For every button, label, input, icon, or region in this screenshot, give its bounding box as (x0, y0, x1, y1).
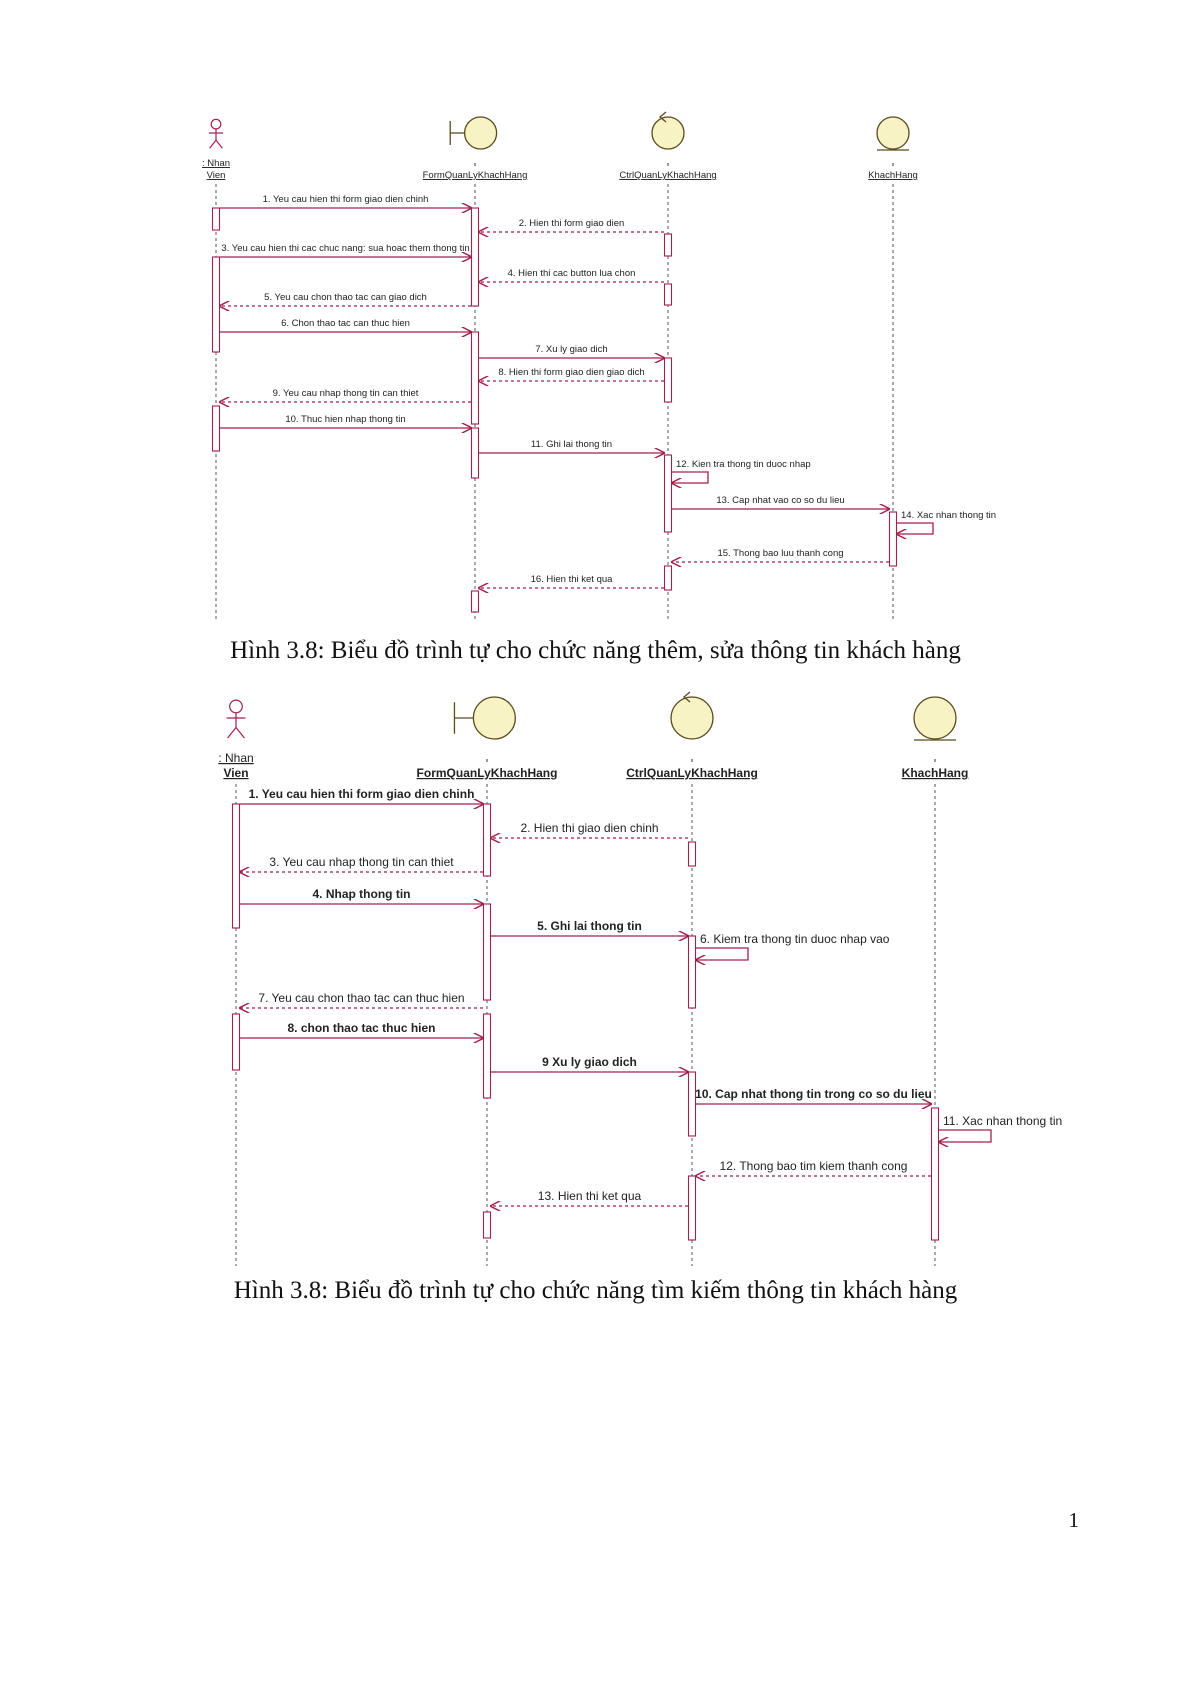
message-3 (240, 855, 483, 872)
message-label: 11. Ghi lai thong tin (530, 439, 613, 450)
activation-box (472, 591, 479, 612)
message-12 (672, 459, 811, 483)
activation-box (213, 406, 220, 451)
message-label: 12. Thong bao tim kiem thanh cong (719, 1159, 908, 1173)
message-8 (240, 1021, 483, 1038)
message-label: 1. Yeu cau hien thi form giao dien chinh (248, 787, 475, 801)
lifeline-name-3: KhachHang (868, 170, 918, 181)
message-label: 5. Ghi lai thong tin (537, 919, 642, 933)
message-5 (491, 919, 688, 936)
message-label: 4. Hien thi cac button lua chon (507, 268, 636, 279)
lifeline-label-0: : Nhan (218, 751, 254, 765)
figure-caption-1: Hình 3.8: Biểu đồ trình tự cho chức năng thêm, sửa thông tin khách hàng (230, 637, 961, 664)
lifeline-head-actor-icon (209, 119, 223, 148)
message-label: 10. Cap nhat thong tin trong co so du lieu (695, 1087, 932, 1101)
message-15 (672, 548, 889, 562)
lifeline-head-actor-icon (227, 700, 246, 738)
message-12 (696, 1159, 931, 1176)
lifeline-head-entity-icon (914, 697, 956, 740)
message-8 (479, 367, 664, 381)
message-3 (220, 243, 471, 257)
message-label: 5. Yeu cau chon thao tac can giao dich (264, 292, 427, 303)
message-label: 12. Kien tra thong tin duoc nhap (676, 459, 811, 470)
message-label: 7. Yeu cau chon thao tac can thuc hien (258, 991, 465, 1005)
activation-box (665, 358, 672, 402)
message-5 (220, 292, 471, 306)
message-14 (897, 510, 996, 534)
message-9 (491, 1055, 688, 1072)
lifeline-name-1: FormQuanLyKhachHang (422, 170, 528, 181)
message-7 (479, 344, 664, 358)
message-label: 2. Hien thi form giao dien (518, 218, 625, 229)
activation-box (484, 1212, 491, 1238)
message-label: 6. Kiem tra thong tin duoc nhap vao (700, 932, 890, 946)
message-9 (220, 388, 471, 402)
message-2 (491, 821, 688, 838)
lifeline-head-control-icon (652, 112, 684, 149)
message-label: 3. Yeu cau hien thi cac chuc nang: sua hoac them thong tin (221, 243, 470, 254)
activation-box (213, 208, 220, 230)
sequence-diagram-add-edit (0, 0, 1191, 640)
figure-caption-2: Hình 3.8: Biểu đồ trình tự cho chức năng tìm kiếm thông tin khách hàng (233, 1277, 958, 1304)
lifeline-head-entity-icon (877, 117, 909, 150)
page-number: 1 (1068, 1508, 1079, 1532)
activation-box (689, 936, 696, 1008)
message-label: 7. Xu ly giao dich (535, 344, 608, 355)
message-11 (479, 439, 664, 453)
message-2 (479, 218, 664, 232)
lifeline-name-3: KhachHang (901, 766, 969, 780)
activation-box (484, 1014, 491, 1098)
message-label: 9 Xu ly giao dich (542, 1055, 637, 1069)
message-10 (220, 414, 471, 428)
lifeline-head-boundary-icon (454, 697, 515, 739)
activation-box (484, 804, 491, 876)
activation-box (472, 208, 479, 306)
message-11 (939, 1114, 1062, 1142)
message-4 (479, 268, 664, 282)
activation-box (689, 1176, 696, 1240)
message-label: 8. chon thao tac thuc hien (287, 1021, 436, 1035)
activation-box (665, 284, 672, 305)
activation-box (665, 234, 672, 256)
lifeline-name-2: CtrlQuanLyKhachHang (626, 766, 758, 780)
lifeline-name-1: FormQuanLyKhachHang (416, 766, 558, 780)
message-16 (479, 574, 664, 588)
message-label: 11. Xac nhan thong tin (943, 1114, 1063, 1128)
message-label: 2. Hien thi giao dien chinh (520, 821, 659, 835)
activation-box (665, 566, 672, 590)
message-label: 16. Hien thi ket qua (530, 574, 613, 585)
message-label: 10. Thuc hien nhap thong tin (285, 414, 406, 425)
lifeline-name-0: Vien (223, 766, 249, 780)
activation-box (472, 332, 479, 424)
message-6 (220, 318, 471, 332)
message-label: 13. Hien thi ket qua (537, 1189, 642, 1203)
message-label: 3. Yeu cau nhap thong tin can thiet (269, 855, 454, 869)
activation-box (689, 842, 696, 866)
activation-box (484, 904, 491, 1000)
message-label: 14. Xac nhan thong tin (901, 510, 997, 521)
message-label: 4. Nhap thong tin (312, 887, 411, 901)
activation-box (932, 1108, 939, 1240)
message-6 (696, 932, 890, 960)
sequence-diagram-search (0, 680, 1191, 1280)
lifeline-head-control-icon (671, 692, 713, 739)
activation-box (233, 804, 240, 928)
message-4 (240, 887, 483, 904)
message-7 (240, 991, 483, 1008)
activation-box (665, 455, 672, 532)
lifeline-name-2: CtrlQuanLyKhachHang (619, 170, 717, 181)
activation-box (472, 428, 479, 478)
activation-box (213, 257, 220, 352)
message-label: 6. Chon thao tac can thuc hien (281, 318, 410, 329)
message-1 (220, 194, 471, 208)
message-label: 8. Hien thi form giao dien giao dich (498, 367, 645, 378)
message-13 (672, 495, 889, 509)
lifeline-name-0: Vien (206, 170, 226, 181)
activation-box (233, 1014, 240, 1070)
activation-box (689, 1072, 696, 1136)
activation-box (890, 512, 897, 566)
message-13 (491, 1189, 688, 1206)
message-label: 13. Cap nhat vao co so du lieu (716, 495, 845, 506)
message-label: 1. Yeu cau hien thi form giao dien chinh (262, 194, 429, 205)
message-label: 15. Thong bao luu thanh cong (717, 548, 844, 559)
lifeline-head-boundary-icon (450, 117, 496, 149)
message-10 (695, 1087, 932, 1104)
message-1 (240, 787, 483, 804)
message-label: 9. Yeu cau nhap thong tin can thiet (272, 388, 419, 399)
lifeline-label-0: : Nhan (202, 158, 230, 169)
